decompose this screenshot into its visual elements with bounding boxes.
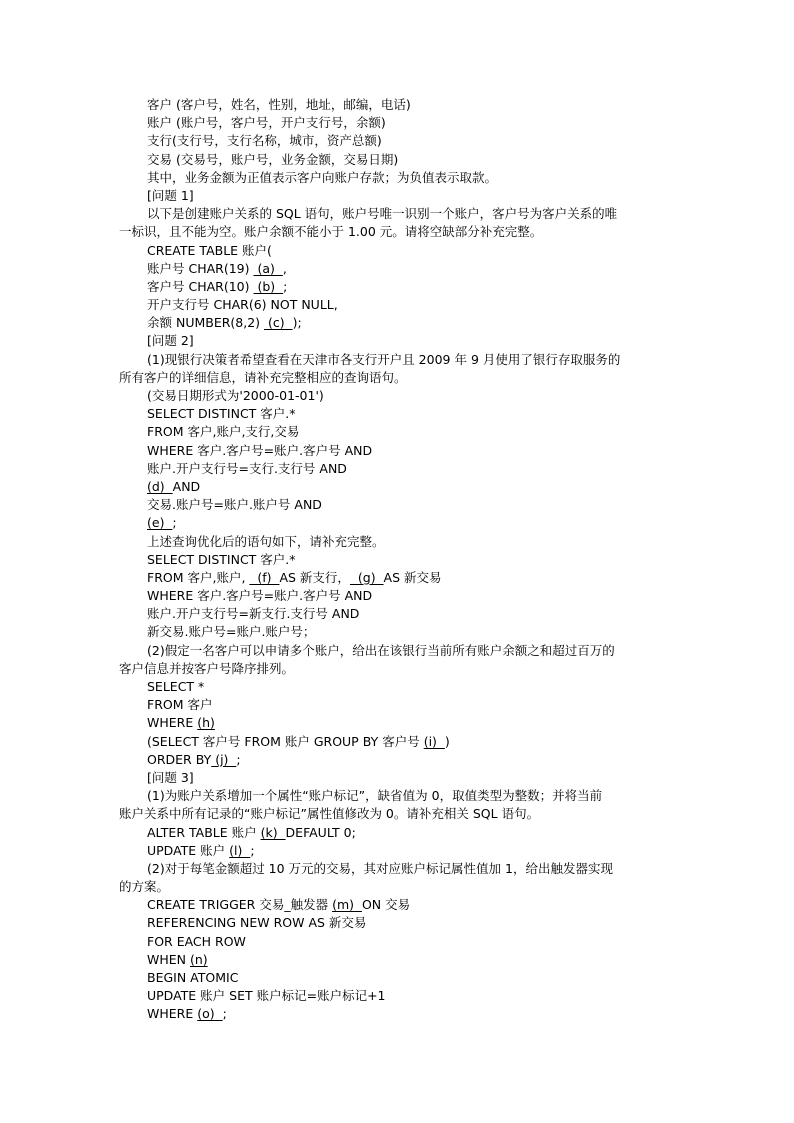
text-segment: AND: [172, 478, 201, 494]
fill-in-blank: (j): [211, 751, 237, 767]
fill-in-blank: (d): [147, 478, 173, 494]
text-segment: UPDATE 账户 SET 账户标记=账户标记+1: [147, 988, 386, 1004]
fill-in-blank: (a): [253, 260, 283, 276]
text-line: [119, 332, 679, 350]
text-segment: FROM 客户,账户,支行,交易: [147, 424, 300, 440]
text-segment: WHEN: [147, 951, 190, 967]
text-segment: UPDATE 账户: [147, 842, 230, 858]
text-line: [119, 314, 679, 332]
text-segment: 上述查询优化后的语句如下，请补充完整。: [147, 533, 385, 549]
text-segment: ALTER TABLE 账户: [147, 824, 261, 840]
text-line: [119, 460, 679, 478]
text-line: [119, 987, 679, 1005]
text-line: [119, 623, 679, 641]
text-line: [119, 714, 679, 732]
text-segment: 交易 (交易号，账户号，业务金额，交易日期): [147, 151, 399, 167]
text-segment: ;: [236, 751, 241, 767]
text-line: [119, 933, 679, 951]
text-line: [119, 132, 679, 150]
text-line: [119, 969, 679, 987]
text-line: [119, 842, 679, 860]
text-line: [119, 678, 679, 696]
text-line: [119, 896, 679, 914]
text-line: [119, 769, 679, 787]
text-segment: 账户关系中所有记录的“账户标记”属性值修改为 0。请补充相关 SQL 语句。: [119, 806, 540, 822]
text-segment: FOR EACH ROW: [147, 933, 246, 949]
text-segment: 账户 (账户号，客户号，开户支行号，余额): [147, 115, 386, 131]
document-body: [119, 96, 679, 1024]
text-segment: 交易.账户号=账户.账户号 AND: [147, 497, 322, 513]
text-segment: FROM 客户: [147, 697, 213, 713]
text-segment: (2)对于每笔金额超过 10 万元的交易，其对应账户标记属性值加 1，给出触发器实现: [147, 860, 613, 876]
text-line: [119, 569, 679, 587]
text-line: [119, 442, 679, 460]
text-segment: 账户.开户支行号=新支行.支行号 AND: [147, 606, 360, 622]
text-segment: 一标识，且不能为空。账户余额不能小于 1.00 元。请将空缺部分补充完整。: [119, 224, 543, 240]
text-segment: (2)假定一名客户可以申请多个账户，给出在该银行当前所有账户余额之和超过百万的: [147, 642, 615, 658]
text-segment: 客户信息并按客户号降序排列。: [119, 660, 295, 676]
text-line: [119, 205, 679, 223]
text-line: [119, 187, 679, 205]
text-segment: WHERE 客户.客户号=账户.客户号 AND: [147, 588, 373, 604]
fill-in-blank: (i): [423, 733, 445, 749]
text-segment: FROM 客户,账户,: [147, 569, 250, 585]
fill-in-blank: (b): [253, 278, 284, 294]
fill-in-blank: (g): [349, 569, 384, 585]
text-segment: ;: [250, 842, 255, 858]
text-segment: (SELECT 客户号 FROM 账户 GROUP BY 客户号: [147, 733, 424, 749]
text-segment: 所有客户的详细信息，请补充完整相应的查询语句。: [119, 369, 407, 385]
text-line: [119, 151, 679, 169]
fill-in-blank: (e): [147, 515, 173, 531]
text-line: [119, 878, 679, 896]
text-line: [119, 351, 679, 369]
text-segment: 账户号 CHAR(19): [147, 260, 254, 276]
fill-in-blank: (k): [260, 824, 286, 840]
fill-in-blank: (m): [332, 897, 362, 913]
text-line: [119, 387, 679, 405]
fill-in-blank: (l): [229, 842, 251, 858]
text-line: [119, 169, 679, 187]
text-segment: 其中，业务金额为正值表示客户向账户存款；为负值表示取款。: [147, 169, 498, 185]
text-segment: WHERE: [147, 715, 198, 731]
text-segment: AS 新支行，: [279, 569, 350, 585]
fill-in-blank: (n): [189, 951, 208, 967]
text-segment: ORDER BY: [147, 751, 212, 767]
text-segment: 支行(支行号，支行名称，城市，资产总额): [147, 133, 382, 149]
text-line: [119, 696, 679, 714]
text-line: [119, 260, 679, 278]
text-line: [119, 914, 679, 932]
text-segment: ,: [282, 260, 287, 276]
text-segment: [问题 1]: [147, 187, 194, 203]
text-segment: 的方案。: [119, 879, 170, 895]
text-segment: WHERE: [147, 1006, 198, 1022]
text-line: [119, 533, 679, 551]
text-line: [119, 805, 679, 823]
text-line: [119, 369, 679, 387]
text-segment: ;: [172, 515, 177, 531]
text-segment: ): [444, 733, 450, 749]
text-line: [119, 733, 679, 751]
text-line: [119, 751, 679, 769]
text-segment: ;: [283, 278, 288, 294]
text-line: [119, 296, 679, 314]
text-line: [119, 824, 679, 842]
text-segment: CREATE TRIGGER 交易_触发器: [147, 897, 333, 913]
text-segment: [问题 3]: [147, 769, 194, 785]
text-line: [119, 242, 679, 260]
text-line: [119, 587, 679, 605]
text-line: [119, 642, 679, 660]
text-line: [119, 660, 679, 678]
text-segment: (1)为账户关系增加一个属性“账户标记”，缺省值为 0，取值类型为整数；并将当前: [147, 788, 603, 804]
text-line: [119, 551, 679, 569]
text-line: [119, 114, 679, 132]
text-segment: 余额 NUMBER(8,2): [147, 315, 265, 331]
text-segment: (交易日期形式为'2000-01-01'): [147, 388, 324, 403]
fill-in-blank: (o): [197, 1006, 223, 1022]
text-line: [119, 478, 679, 496]
text-line: [119, 278, 679, 296]
text-line: [119, 496, 679, 514]
text-segment: 新交易.账户号=账户.账户号；: [147, 624, 316, 640]
text-line: [119, 860, 679, 878]
text-segment: CREATE TABLE 账户(: [147, 242, 272, 258]
text-line: [119, 423, 679, 441]
text-segment: 以下是创建账户关系的 SQL 语句，账户号唯一识别一个账户，客户号为客户关系的唯: [147, 206, 618, 222]
text-line: [119, 405, 679, 423]
text-segment: SELECT *: [147, 679, 205, 694]
text-segment: SELECT DISTINCT 客户.*: [147, 406, 296, 422]
text-line: [119, 1005, 679, 1023]
text-segment: [问题 2]: [147, 333, 194, 349]
text-segment: 开户支行号 CHAR(6) NOT NULL,: [147, 297, 338, 313]
fill-in-blank: (c): [264, 315, 293, 331]
text-segment: 客户号 CHAR(10): [147, 278, 254, 294]
fill-in-blank: (h): [197, 715, 215, 731]
text-segment: 账户.开户支行号=支行.支行号 AND: [147, 460, 347, 476]
text-segment: ON 交易: [361, 897, 411, 913]
text-segment: (1)现银行决策者希望查看在天津市各支行开户且 2009 年 9 月使用了银行存取服务的: [147, 351, 621, 367]
text-line: [119, 96, 679, 114]
text-segment: ;: [222, 1006, 227, 1022]
fill-in-blank: (f): [249, 569, 280, 585]
text-line: [119, 514, 679, 532]
text-segment: BEGIN ATOMIC: [147, 970, 239, 985]
text-segment: );: [292, 315, 302, 331]
text-line: [119, 951, 679, 969]
text-segment: WHERE 客户.客户号=账户.客户号 AND: [147, 442, 373, 458]
text-line: [119, 787, 679, 805]
text-line: [119, 223, 679, 241]
text-segment: REFERENCING NEW ROW AS 新交易: [147, 915, 367, 931]
text-segment: AS 新交易: [383, 569, 442, 585]
text-segment: 客户 (客户号，姓名，性别，地址，邮编，电话): [147, 97, 411, 112]
text-line: [119, 605, 679, 623]
text-segment: DEFAULT 0;: [285, 824, 356, 840]
text-segment: SELECT DISTINCT 客户.*: [147, 551, 296, 567]
